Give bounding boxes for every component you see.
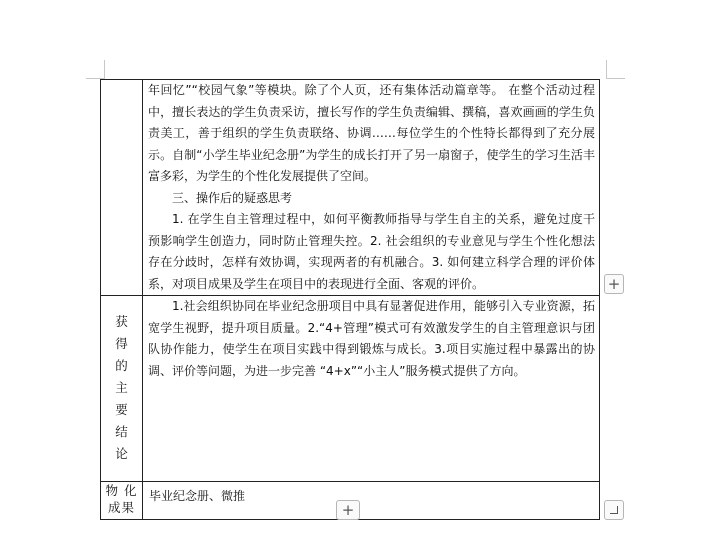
reflection-content-cell[interactable] xyxy=(143,80,600,296)
table-row-reflection xyxy=(101,80,600,296)
resize-corner-icon xyxy=(610,506,618,514)
conclusions-label: 获得的主要结论 xyxy=(115,314,128,461)
page-corner-top-left xyxy=(86,60,105,79)
conclusions-content-cell[interactable] xyxy=(143,296,600,482)
outcomes-label: 物 化成果 xyxy=(105,483,138,515)
table-row-conclusions xyxy=(101,296,600,482)
conclusions-label-cell[interactable] xyxy=(101,296,143,482)
practice-summary-paragraph: 年回忆”“校园气象”等模块。除了个人页，还有集体活动篇章等。 在整个活动过程中，擅长表达的学生负责采访，擅长写作的学生负责编辑、撰稿，喜欢画画的学生负责美工，善于组织的学生负责联络、协调……每位学生的个性特长都得到了充分展示。自制“小学生毕业纪念册”为学生的成长打开了另一扇窗子，使学生的学习生活丰富多彩，为学生的个性化发展提供了空间。 xyxy=(148,83,595,183)
outcomes-content: 毕业纪念册、微推 xyxy=(149,489,246,503)
add-row-button[interactable] xyxy=(336,500,360,520)
reflection-questions-paragraph: 1. 在学生自主管理过程中，如何平衡教师指导与学生自主的关系，避免过度干预影响学生创造力，同时防止管理失控。2. 社会组织的专业意见与学生个性化想法存在分歧时，怎样有效协调，实现两者的有机融合。3. 如何建立科学合理的评价体系，对项目成果及学生在项目中的表现进行全面、客观的评价。 xyxy=(148,212,595,291)
outcomes-content-cell[interactable] xyxy=(143,482,600,520)
add-column-button[interactable] xyxy=(604,274,624,294)
empty-label-cell[interactable] xyxy=(101,80,143,296)
document-table xyxy=(100,79,600,520)
conclusions-paragraph: 1.社会组织协同在毕业纪念册项目中具有显著促进作用，能够引入专业资源，拓宽学生视野，提升项目质量。2.“4+管理”模式可有效激发学生的自主管理意识与团队协作能力，使学生在项目实践中得到锻炼与成长。3.项目实施过程中暴露出的协调、评价等问题，为进一步完善 “4+x”“小主人”服务模式提供了方向。 xyxy=(148,299,595,378)
plus-icon: + xyxy=(341,500,355,519)
table-resize-handle[interactable] xyxy=(604,500,624,520)
page-corner-top-right xyxy=(606,60,625,79)
outcomes-label-cell[interactable] xyxy=(101,482,143,520)
section-heading: 三、操作后的疑惑思考 xyxy=(172,190,293,205)
plus-icon: + xyxy=(607,274,621,293)
